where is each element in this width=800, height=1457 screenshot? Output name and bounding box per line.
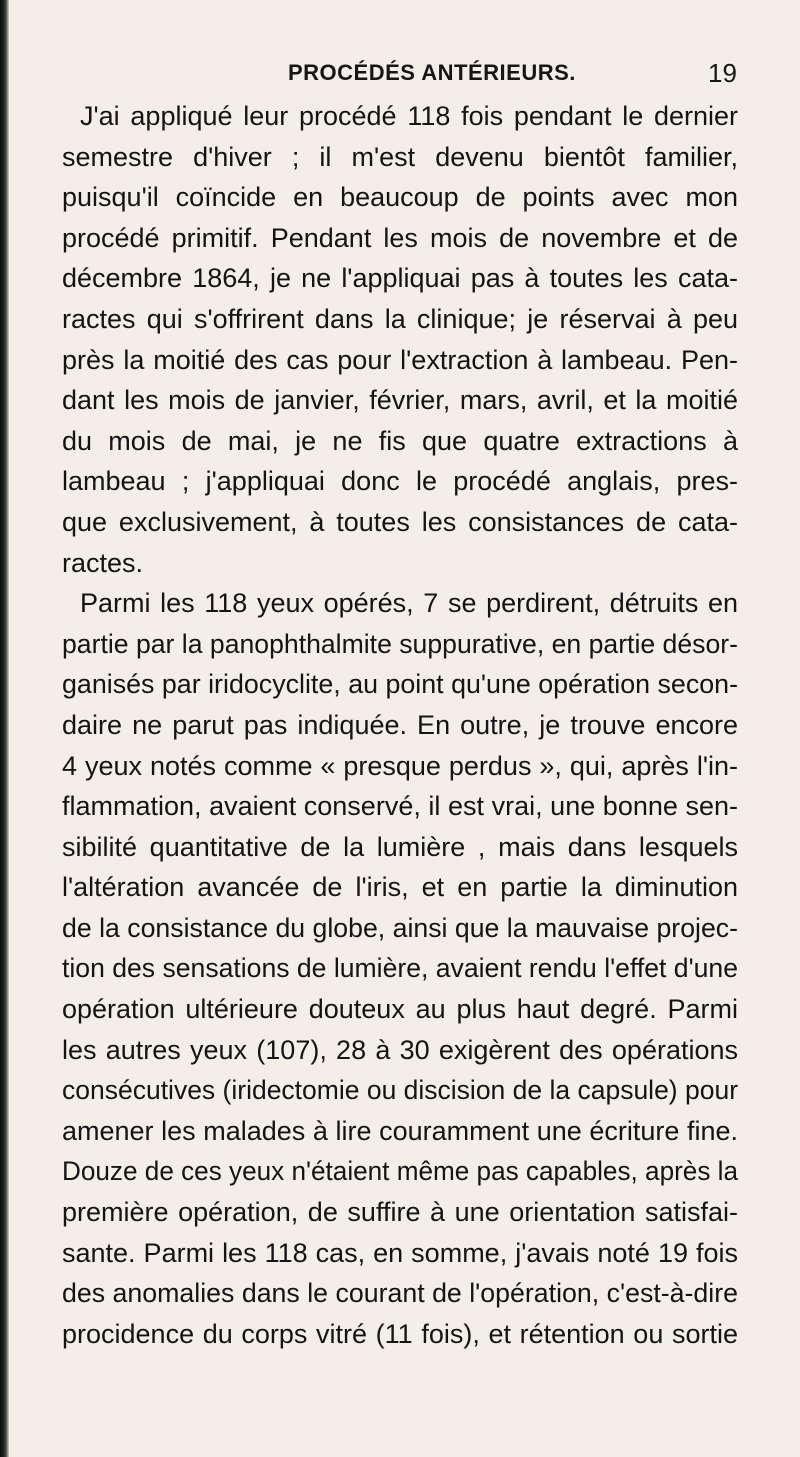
text-line: l'altération avancée de l'iris, et en partie la diminution xyxy=(62,872,738,903)
text-line: sibilité quantitative de la lumière , mais dans lesquels xyxy=(62,831,738,862)
text-line: ractes. xyxy=(62,547,144,578)
page-binding-edge xyxy=(0,0,9,1457)
text-line: Douze de ces yeux n'étaient même pas capables, après la xyxy=(62,1156,738,1187)
text-line: opération ultérieure douteux au plus haut degré. Parmi xyxy=(62,994,738,1025)
text-line: près la moitié des cas pour l'extraction à lambeau. Pen- xyxy=(62,344,738,375)
text-line: partie par la panophthalmite suppurative, en partie désor- xyxy=(62,628,738,659)
text-line: procidence du corps vitré (11 fois), et rétention ou sortie xyxy=(62,1318,738,1349)
text-line: que exclusivement, à toutes les consistances de cata- xyxy=(62,506,738,537)
text-line: J'ai appliqué leur procédé 118 fois pendant le dernier xyxy=(80,101,738,131)
text-line: sante. Parmi les 118 cas, en somme, j'avais noté 19 fois xyxy=(62,1237,738,1268)
text-line: des anomalies dans le courant de l'opération, c'est-à-dire xyxy=(62,1278,738,1309)
text-line: consécutives (iridectomie ou discision de la capsule) pour xyxy=(62,1075,738,1106)
text-line: ganisés par iridocyclite, au point qu'une opération secon- xyxy=(62,669,738,700)
text-line: les autres yeux (107), 28 à 30 exigèrent des opérations xyxy=(62,1034,738,1065)
page-number: 19 xyxy=(708,58,737,88)
text-line: puisqu'il coïncide en beaucoup de points avec mon xyxy=(62,182,738,213)
text-line: du mois de mai, je ne fis que quatre extractions à xyxy=(62,425,738,456)
text-line: flammation, avaient conservé, il est vrai, une bonne sen- xyxy=(62,791,738,822)
text-line: daire ne parut pas indiquée. En outre, je trouve encore xyxy=(62,709,738,740)
running-head xyxy=(0,58,800,88)
text-line: Parmi les 118 yeux opérés, 7 se perdirent, détruits en xyxy=(80,588,738,619)
text-line: procédé primitif. Pendant les mois de novembre et de xyxy=(62,222,738,253)
text-line: décembre 1864, je ne l'appliquai pas à toutes les cata- xyxy=(62,263,738,294)
body-text xyxy=(62,96,738,1354)
running-title: PROCÉDÉS ANTÉRIEURS. xyxy=(288,60,576,85)
text-line: ractes qui s'offrirent dans la clinique; je réservai à peu xyxy=(62,303,738,334)
text-line: semestre d'hiver ; il m'est devenu bientôt familier, xyxy=(62,141,738,172)
text-line: lambeau ; j'appliquai donc le procédé anglais, pres- xyxy=(62,466,738,497)
text-line: de la consistance du globe, ainsi que la mauvaise projec- xyxy=(62,912,738,943)
text-line: dant les mois de janvier, février, mars, avril, et la moitié xyxy=(62,385,738,416)
text-line: 4 yeux notés comme « presque perdus », qui, après l'in- xyxy=(62,750,738,781)
text-line: première opération, de suffire à une orientation satisfai- xyxy=(62,1197,738,1228)
text-line: tion des sensations de lumière, avaient rendu l'effet d'une xyxy=(62,953,738,984)
text-line: amener les malades à lire couramment une écriture fine. xyxy=(62,1115,738,1146)
